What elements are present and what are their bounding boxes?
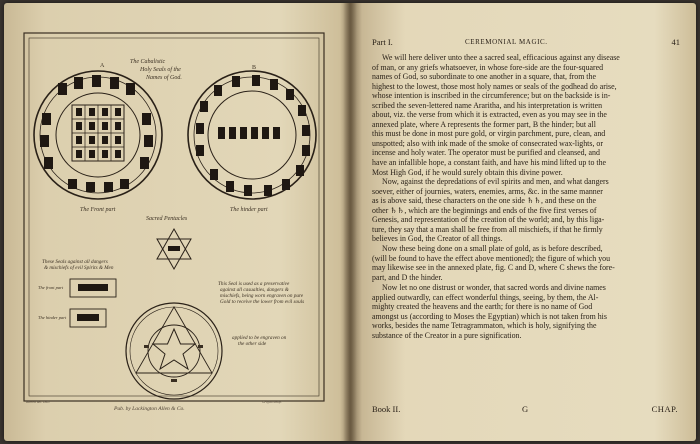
amulet-note-line-4: Gold to receive the lower from evil souls	[220, 299, 305, 305]
text-line: Most High God, if he would surely obtain this divine power.	[372, 167, 563, 177]
text-line: scribed the seven-lettered name Araritha, and his interpretation is written	[372, 100, 603, 110]
text-line: as is above said, these characters on the one side ♄♄, and these on the	[372, 196, 597, 206]
text-line: highest to the lowest, those most holy names or seals of the godhead do arise,	[372, 81, 617, 91]
text-line: part, and D the hinder.	[372, 272, 443, 282]
caption-sacred-pentacles: Sacred Pentacles	[146, 216, 188, 222]
footer-book: Book II.	[372, 404, 401, 414]
text-page	[370, 29, 690, 429]
plate-title-line-3: Names of God.	[146, 75, 182, 81]
label-b: B	[252, 65, 257, 71]
footer-signature: G	[522, 404, 529, 414]
page-number: 41	[671, 37, 680, 47]
text-line: whose intention is inscribed in the circumference; but on the backside is in-	[372, 91, 611, 101]
engraving-credit-left: Barrett del. 1801	[26, 400, 50, 404]
text-line: amongst us (according to Moses the Egyptian) which is not taken from his	[372, 311, 607, 321]
text-line: other ♄♄, which are the beginnings and ends of the five first verses of	[372, 205, 597, 215]
seal-a-front	[34, 71, 162, 199]
paragraph-2	[372, 177, 686, 244]
text-line: believes in God, the Creator of all things.	[372, 234, 503, 244]
paragraph-4	[372, 283, 686, 340]
running-head	[370, 37, 684, 49]
text-line: this must be done in most pure gold, or virgin parchment, pure, clean, and	[372, 129, 606, 139]
caption-hinder-part: The hinder part	[230, 207, 268, 213]
engraving-credit-right: Griffith sculp.	[262, 400, 282, 404]
seal-note-line-2: & mischiefs of evil Spirits & Men	[44, 265, 114, 271]
text-line: Now these being done on a small plate of gold, as is before described,	[382, 244, 603, 253]
small-hinder-label: The hinder part	[38, 315, 67, 320]
amulet-note-line-1: This Seal is used as a preservative	[218, 281, 290, 287]
text-line: (will be found to have the effect above mentioned); the figure of which you	[372, 253, 611, 263]
plate-title-line-2: Holy Seals of the	[140, 67, 181, 73]
text-line: unspotted; also with ink made of the smoke of consecrated wax-lights, or	[372, 138, 603, 148]
text-line: names of God, so subordinate to one another in a square, that, from the	[372, 72, 596, 82]
text-line: Now, against the depredations of evil spirits and men, and what dangers	[382, 177, 609, 186]
hexagram-pentacle	[157, 229, 191, 269]
text-line: We will here deliver unto thee a sacred seal, efficacious against any disease	[382, 53, 620, 62]
amulet-note-line-2: against all casualties, dangers &	[220, 287, 289, 293]
running-head-part: Part I.	[372, 37, 393, 47]
open-book	[4, 3, 696, 441]
text-line: Genesis, and representation of the creation of the world; and, by this liga-	[372, 215, 605, 225]
text-line: annexed plate, where A represents the former part, B the hinder; but all	[372, 119, 596, 129]
text-line: mighty created the heavens and the earth; for there is no name of God	[372, 302, 593, 312]
amulet-note-line-3: mischiefs, being worn engraven on pure	[220, 293, 304, 299]
plate-engraving	[22, 31, 328, 423]
book-gutter	[340, 3, 362, 441]
label-a: A	[100, 63, 105, 69]
running-head-title: CEREMONIAL MAGIC.	[465, 38, 548, 46]
text-line: may likewise see in the annexed plate, fig. C and D, where C shews the fore-	[372, 263, 615, 273]
small-front-label: The front part	[38, 285, 64, 290]
seal-b-hinder	[188, 71, 316, 199]
text-line: of man, or any griefs whatsoever, in whose fore-side are the four-squared	[372, 62, 604, 72]
applied-note-line-1: applied to be engraven on	[232, 335, 287, 341]
text-line: ture, they say that a man shall be free from all mischiefs, if that he firmly	[372, 224, 603, 234]
text-line: about, viz. the verse from which it is extracted, even as you may see in the	[372, 110, 607, 120]
plate-title-line-1: The Cabalistic	[130, 59, 166, 65]
seal-note-line-1: These Seals against all dangers	[42, 259, 108, 265]
text-line: substance of the Creator in a pure signification.	[372, 330, 522, 340]
caption-front-part: The Front part	[80, 207, 116, 213]
footer-catchword: CHAP.	[651, 404, 678, 414]
applied-note-line-2: the other side	[238, 341, 267, 347]
text-line: soever, either of journies, waters, enemies, arms, &c. in the same manner	[372, 186, 603, 196]
engraved-plate	[22, 31, 328, 423]
text-line: have an infallible hope, a constant faith, and have his mind lifted up to the	[372, 158, 607, 168]
pentagram-seal	[126, 303, 222, 399]
publisher-line: Pub. by Lackington Allen & Co.	[114, 406, 185, 412]
text-line: Now let no one distrust or wonder, that sacred words and divine names	[382, 283, 606, 292]
text-line: works, besides the name Tetragrammaton, which is holy, signifying the	[372, 321, 597, 331]
text-line: incense and holy water. The operator must be purified and cleansed, and	[372, 148, 600, 158]
text-line: applied outwardly, can effect wonderful things, seeing, by them, the Al-	[372, 292, 599, 302]
page-footer	[370, 404, 684, 416]
paragraph-1	[372, 53, 686, 177]
paragraph-3	[372, 244, 686, 282]
